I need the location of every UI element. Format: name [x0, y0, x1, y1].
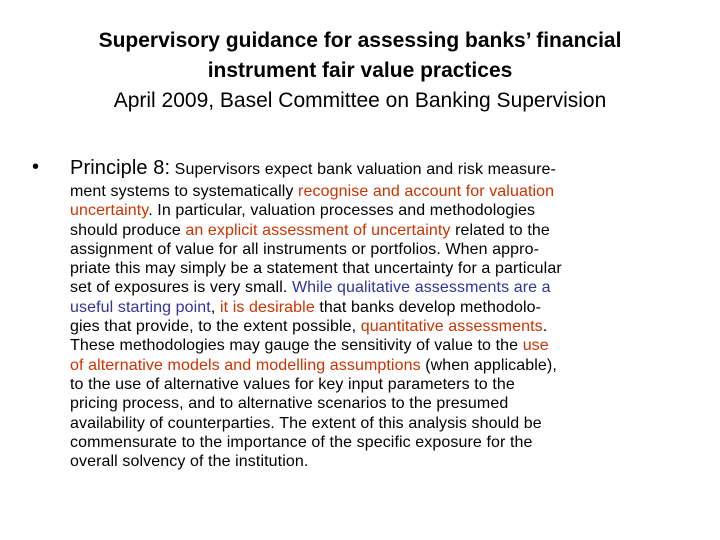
paragraph-line: [70, 414, 692, 433]
body-text: . In particular, valuation processes and methodologies: [148, 202, 536, 220]
body-text: assignment of value for all instruments or portfolios. When appro-: [70, 240, 540, 258]
body-text: priate this may simply be a statement that uncertainty for a particular: [70, 260, 562, 278]
body-text: overall solvency of the institution.: [70, 453, 309, 471]
highlighted-text: While qualitative assessments are a: [291, 279, 551, 297]
paragraph-line: [70, 356, 692, 375]
paragraph-line: [70, 298, 692, 317]
title-line-1: Supervisory guidance for assessing banks’ financial: [98, 29, 622, 52]
paragraph-line: [70, 278, 692, 297]
body-text: pricing process, and to alternative scenarios to the presumed: [70, 395, 509, 413]
paragraph-line: [70, 452, 692, 471]
highlighted-text: useful starting point: [70, 298, 211, 316]
body-text: .: [542, 318, 548, 336]
bullet-paragraph: [70, 156, 692, 471]
highlighted-text: an explicit assessment of uncertainty: [185, 221, 451, 239]
paragraph-line: [70, 240, 692, 259]
paragraph-line: [70, 221, 692, 240]
body-text: that banks develop methodolo-: [314, 298, 542, 316]
body-text: gies that provide, to the extent possible,: [70, 318, 361, 336]
highlighted-text: of alternative models and modelling assumptions: [70, 356, 421, 374]
paragraph-line: [70, 182, 692, 201]
highlighted-text: use: [522, 337, 549, 355]
highlighted-text: uncertainty: [70, 202, 149, 220]
body-text: (when applicable),: [420, 356, 557, 374]
body-text: to the use of alternative values for key input parameters to the: [70, 375, 515, 393]
subtitle: April 2009, Basel Committee on Banking Supervision: [113, 89, 607, 112]
paragraph-line: [70, 433, 692, 452]
bullet-marker: •: [32, 156, 40, 178]
title-block: [40, 26, 680, 116]
body-text: These methodologies may gauge the sensitivity of value to the: [70, 337, 523, 355]
paragraph-line: [70, 156, 692, 182]
body-text: ment systems to systematically: [70, 183, 299, 200]
body-text: ,: [210, 298, 220, 316]
body-text: commensurate to the importance of the specific exposure for the: [70, 433, 533, 451]
paragraph-line: [70, 201, 692, 220]
body-text: should produce: [70, 221, 186, 239]
highlighted-text: quantitative assessments: [360, 318, 543, 336]
body-text: availability of counterparties. The extent of this analysis should be: [70, 414, 542, 432]
body-text: Supervisors expect bank valuation and risk measure-: [170, 161, 556, 178]
highlighted-text: it is desirable: [219, 298, 315, 316]
body-text: related to the: [450, 221, 550, 239]
principle-label: Principle 8:: [70, 157, 171, 179]
paragraph-line: [70, 317, 692, 336]
paragraph-line: [70, 336, 692, 355]
paragraph-line: [70, 394, 692, 413]
body-text: set of exposures is very small.: [70, 279, 292, 297]
paragraph-line: [70, 375, 692, 394]
highlighted-text: recognise and account for valuation: [298, 183, 555, 200]
title-line-2: instrument fair value practices: [207, 59, 513, 82]
paragraph-line: [70, 259, 692, 278]
